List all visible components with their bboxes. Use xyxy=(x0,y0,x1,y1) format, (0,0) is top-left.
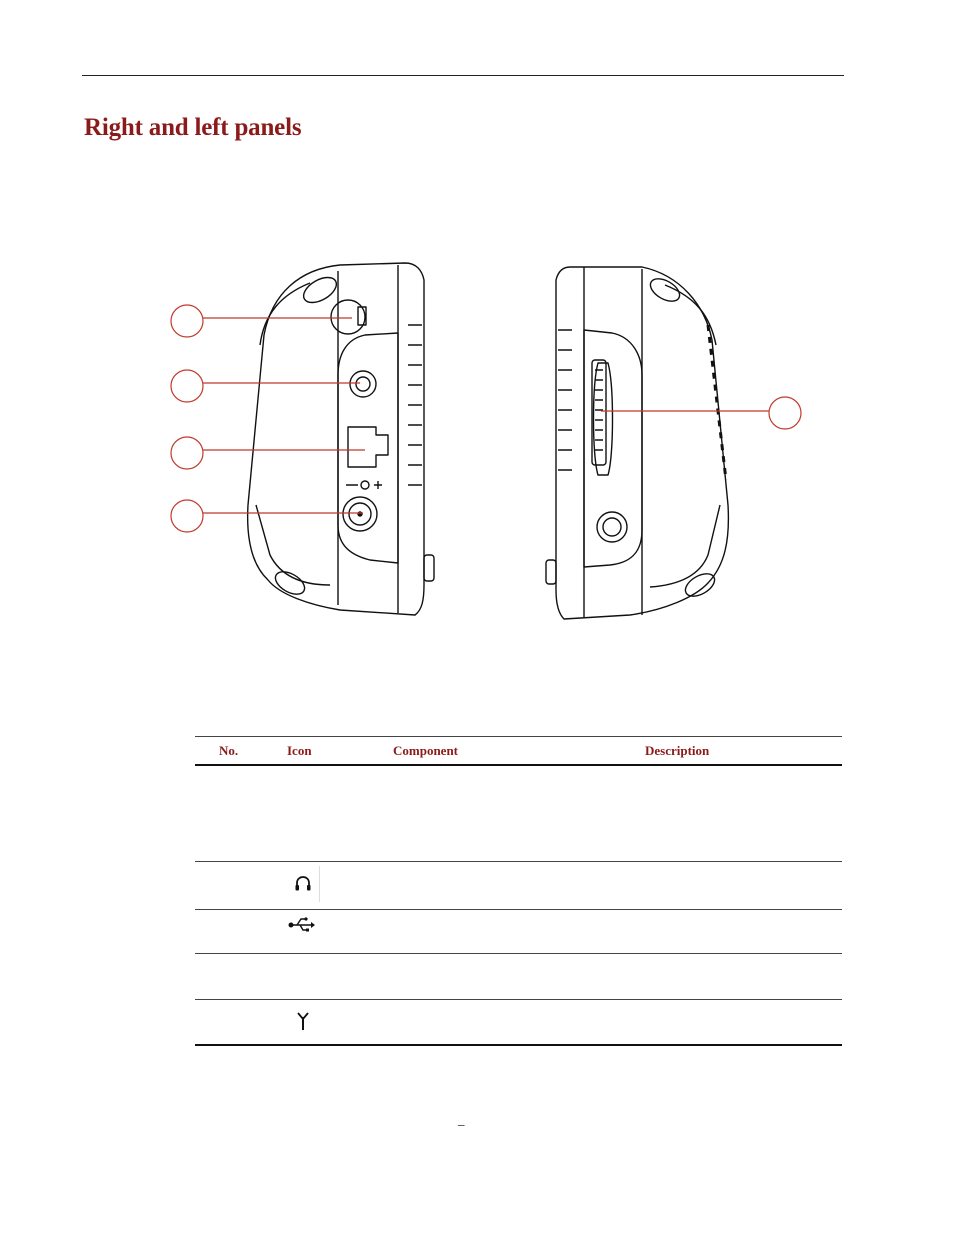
header-icon: Icon xyxy=(287,743,312,758)
left-panel-drawing xyxy=(546,267,728,619)
table-row xyxy=(195,910,842,954)
device-side-panels-figure xyxy=(160,255,820,630)
header-component: Component xyxy=(393,743,459,758)
header-description: Description xyxy=(645,743,710,758)
callout-1 xyxy=(171,305,203,337)
usb-icon xyxy=(287,914,317,936)
callouts xyxy=(171,305,801,532)
header-no: No. xyxy=(219,743,239,758)
headphones-icon xyxy=(292,873,314,895)
callout-2 xyxy=(171,370,203,402)
callout-4 xyxy=(171,500,203,532)
right-panel-drawing xyxy=(248,263,434,615)
device-illustration xyxy=(160,255,820,630)
page-title: Right and left panels xyxy=(84,114,302,141)
page-number: _ xyxy=(458,1112,465,1127)
cell-divider xyxy=(319,866,320,902)
header-rule xyxy=(82,75,844,76)
table-row xyxy=(195,954,842,1000)
table-row xyxy=(195,766,842,862)
components-table xyxy=(195,736,842,1046)
table-row xyxy=(195,862,842,910)
callout-3 xyxy=(171,437,203,469)
callout-5 xyxy=(769,397,801,429)
table-row xyxy=(195,1000,842,1046)
antenna-icon xyxy=(292,1010,314,1032)
table-header xyxy=(195,736,842,766)
